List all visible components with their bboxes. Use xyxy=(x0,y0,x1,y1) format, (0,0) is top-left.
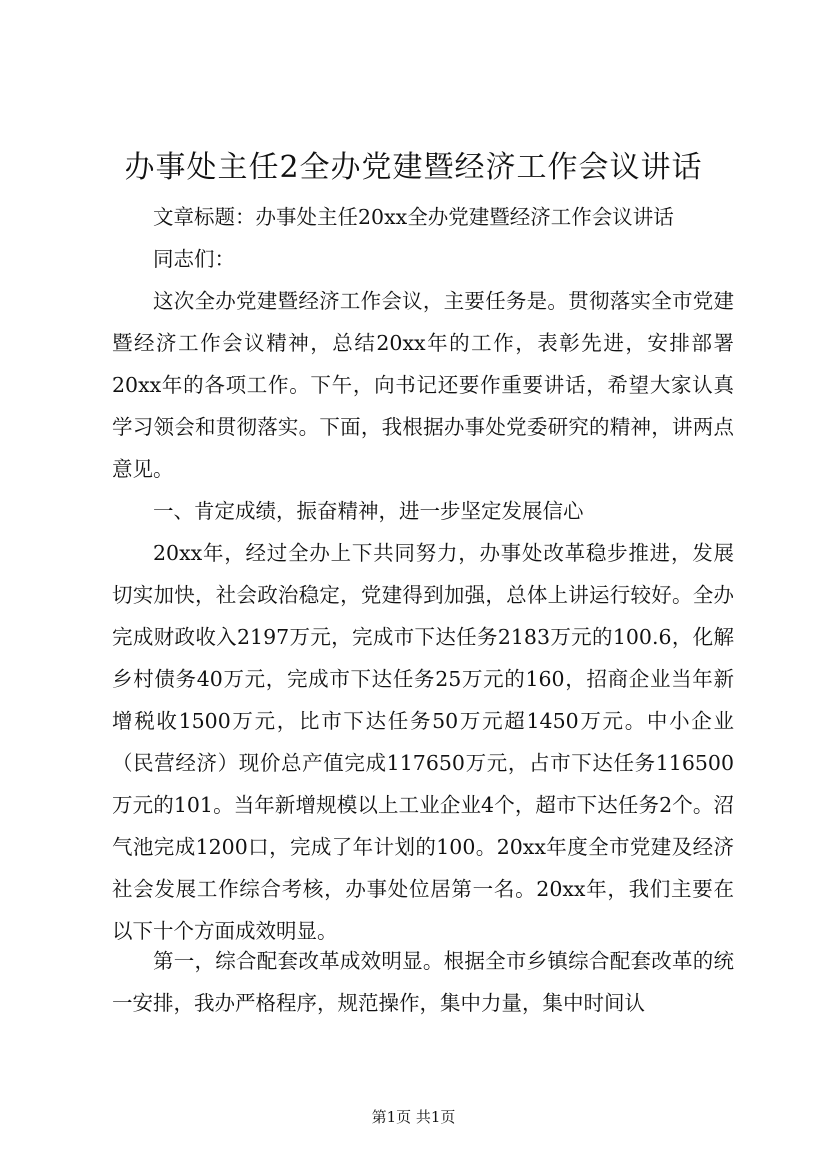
paragraph-achievements xyxy=(112,532,734,952)
paragraph-text: 20xx年，经过全办上下共同努力，办事处改革稳步推进，发展切实加快，社会政治稳定，党建得到加强，总体上讲运行较好。全办完成财政收入2197万元，完成市下达任务2183万元的100.6，化解乡村债务40万元，完成市下达任务25万元的160，招商企业当年新增税收1500万元，比市下达任务50万元超1450万元。中小企业（民营经济）现价总产值完成117650万元，占市下达任务116500万元的101。当年新增规模以上工业企业4个，超市下达任务2个。沼气池完成1200口，完成了年计划的100。20xx年度全市党建及经济社会发展工作综合考核，办事处位居第一名。20xx年，我们主要在以下十个方面成效明显。 xyxy=(112,541,734,943)
section-heading-one xyxy=(112,490,734,532)
paragraph-intro xyxy=(112,280,734,490)
section-heading-text: 一、肯定成绩，振奋精神，进一步坚定发展信心 xyxy=(153,499,584,523)
paragraph-text: 第一，综合配套改革成效明显。根据全市乡镇综合配套改革的统一安排，我办严格程序，规范操作，集中力量，集中时间认 xyxy=(112,949,734,1015)
article-title-line: 文章标题：办事处主任20xx全办党建暨经济工作会议讲话 xyxy=(153,205,674,229)
paragraph-text: 这次全办党建暨经济工作会议，主要任务是。贯彻落实全市党建暨经济工作会议精神，总结20xx年的工作，表彰先进，安排部署20xx年的各项工作。下午，向书记还要作重要讲话，希望大家认真学习领会和贯彻落实。下面，我根据办事处党委研究的精神，讲两点意见。 xyxy=(112,289,734,481)
paragraph-reform xyxy=(112,940,734,1024)
page-footer: 第1页 共1页 xyxy=(371,1108,456,1126)
greeting: 同志们： xyxy=(153,247,235,271)
document-title: 办事处主任2全办党建暨经济工作会议讲话 xyxy=(124,150,703,185)
